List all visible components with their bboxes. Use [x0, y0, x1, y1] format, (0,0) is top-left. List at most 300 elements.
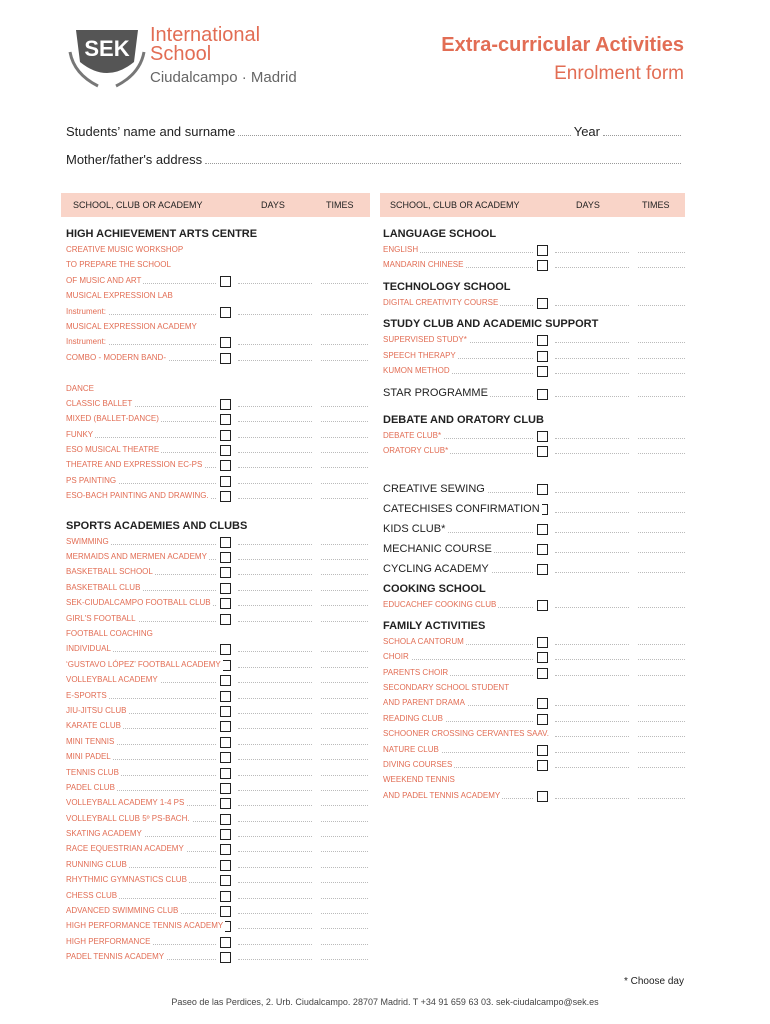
list-item: [383, 443, 685, 458]
activity-checkbox[interactable]: [220, 783, 231, 794]
times-field[interactable]: [321, 344, 368, 345]
right-column-header: [380, 193, 685, 217]
days-field[interactable]: [238, 559, 312, 560]
activity-label: MINI PADEL: [66, 749, 113, 764]
days-field[interactable]: [555, 438, 629, 439]
school-name-line2: School: [150, 43, 212, 65]
times-field[interactable]: [321, 574, 368, 575]
activity-checkbox[interactable]: [220, 952, 231, 963]
list-item: [383, 788, 685, 803]
days-field[interactable]: [238, 421, 312, 422]
list-item: [383, 772, 685, 787]
days-field[interactable]: [555, 512, 629, 513]
section-sports-title: SPORTS ACADEMIES AND CLUBS: [66, 519, 248, 532]
activity-checkbox[interactable]: [220, 752, 231, 763]
days-field[interactable]: [555, 453, 629, 454]
activity-checkbox[interactable]: [220, 337, 231, 348]
study-list: [383, 332, 685, 378]
days-field[interactable]: [555, 532, 629, 533]
list-item: [66, 734, 368, 749]
list-item: [383, 428, 685, 443]
times-field[interactable]: [638, 373, 685, 374]
list-item: [383, 742, 685, 757]
header-school: SCHOOL, CLUB OR ACADEMY: [73, 200, 203, 210]
times-field[interactable]: [321, 944, 368, 945]
days-field[interactable]: [238, 574, 312, 575]
list-item: [66, 534, 368, 549]
activity-label: PADEL CLUB: [66, 780, 117, 795]
activity-checkbox[interactable]: [220, 814, 231, 825]
days-field[interactable]: [238, 483, 312, 484]
times-field[interactable]: [321, 928, 368, 929]
activity-checkbox[interactable]: [220, 891, 231, 902]
times-field[interactable]: [321, 406, 368, 407]
days-field[interactable]: [238, 928, 312, 929]
times-field[interactable]: [321, 682, 368, 683]
days-field[interactable]: [555, 675, 629, 676]
activity-label: SPEECH THERAPY: [383, 348, 458, 363]
times-field[interactable]: [321, 651, 368, 652]
list-item: [383, 479, 685, 499]
times-field[interactable]: [638, 644, 685, 645]
list-item: [66, 304, 368, 319]
activity-checkbox[interactable]: [220, 844, 231, 855]
activity-label: TO PREPARE THE SCHOOL: [66, 257, 173, 272]
left-activities-column: [66, 226, 368, 965]
activity-label: VOLLEYBALL ACADEMY: [66, 672, 160, 687]
activity-checkbox[interactable]: [220, 399, 231, 410]
activity-checkbox[interactable]: [220, 353, 231, 364]
activity-checkbox[interactable]: [220, 721, 231, 732]
days-field[interactable]: [238, 913, 312, 914]
activity-label: MUSICAL EXPRESSION ACADEMY: [66, 319, 199, 334]
section-debate-title: DEBATE AND ORATORY CLUB: [383, 413, 544, 426]
activity-label: RACE EQUESTRIAN ACADEMY: [66, 841, 186, 856]
activity-checkbox[interactable]: [220, 860, 231, 871]
school-name-line1: International: [150, 24, 261, 46]
activity-label: TENNIS CLUB: [66, 765, 121, 780]
header-days: DAYS: [261, 200, 285, 210]
star-programme-label: STAR PROGRAMME: [383, 386, 490, 401]
days-field[interactable]: [238, 605, 312, 606]
days-field[interactable]: [555, 659, 629, 660]
activity-label: SWIMMING: [66, 534, 111, 549]
days-field[interactable]: [555, 267, 629, 268]
days-field[interactable]: [238, 498, 312, 499]
days-field[interactable]: [238, 713, 312, 714]
times-field[interactable]: [321, 867, 368, 868]
activity-checkbox[interactable]: [220, 691, 231, 702]
activity-label: SECONDARY SCHOOL STUDENT: [383, 680, 511, 695]
times-field[interactable]: [321, 898, 368, 899]
list-item: [66, 857, 368, 872]
activity-label: SCHOLA CANTORUM: [383, 634, 466, 649]
list-item: [66, 564, 368, 579]
days-field[interactable]: [555, 721, 629, 722]
times-field[interactable]: [321, 483, 368, 484]
student-name-field[interactable]: [238, 125, 570, 136]
activity-label: DIVING COURSES: [383, 757, 454, 772]
activity-checkbox[interactable]: [220, 598, 231, 609]
times-field[interactable]: [321, 821, 368, 822]
times-field[interactable]: [638, 552, 685, 553]
days-field[interactable]: [238, 744, 312, 745]
activity-checkbox[interactable]: [537, 637, 548, 648]
student-name-label: Students’ name and surname: [66, 124, 236, 139]
list-item: [383, 711, 685, 726]
list-item: [66, 580, 368, 595]
activity-checkbox[interactable]: [220, 768, 231, 779]
times-field[interactable]: [321, 851, 368, 852]
activity-label: SUPERVISED STUDY*: [383, 332, 469, 347]
days-field[interactable]: [238, 698, 312, 699]
days-field[interactable]: [555, 752, 629, 753]
activity-checkbox[interactable]: [537, 600, 548, 611]
times-field[interactable]: [321, 605, 368, 606]
days-field[interactable]: [238, 590, 312, 591]
list-item: [66, 242, 368, 257]
days-field[interactable]: [238, 867, 312, 868]
list-item: [66, 411, 368, 426]
times-field[interactable]: [638, 736, 685, 737]
days-field[interactable]: [238, 821, 312, 822]
days-field[interactable]: [238, 959, 312, 960]
times-field[interactable]: [321, 544, 368, 545]
activity-checkbox[interactable]: [220, 798, 231, 809]
activity-label: SEK-CIUDALCAMPO FOOTBALL CLUB: [66, 595, 213, 610]
list-item: [66, 703, 368, 718]
times-field[interactable]: [321, 498, 368, 499]
footer-address: Paseo de las Perdices, 2. Urb. Ciudalcampo. 28707 Madrid. T +34 91 659 63 03. sek-ciudalcampo@sek.es: [171, 997, 599, 1007]
list-item: [383, 257, 685, 272]
list-item: [66, 795, 368, 810]
list-item: [383, 363, 685, 378]
times-field[interactable]: [321, 667, 368, 668]
times-field[interactable]: [638, 252, 685, 253]
activity-label: PS PAINTING: [66, 473, 118, 488]
student-name-row: [66, 124, 684, 139]
days-field[interactable]: [238, 467, 312, 468]
list-item: [66, 672, 368, 687]
times-field[interactable]: [321, 360, 368, 361]
left-column-header: [61, 193, 370, 217]
year-field[interactable]: [603, 125, 681, 136]
activity-checkbox[interactable]: [220, 307, 231, 318]
activity-label: JIU-JITSU CLUB: [66, 703, 128, 718]
activity-checkbox[interactable]: [537, 714, 548, 725]
header-school: SCHOOL, CLUB OR ACADEMY: [390, 200, 520, 210]
activity-checkbox[interactable]: [537, 484, 548, 495]
activity-label: ORATORY CLUB*: [383, 443, 450, 458]
activity-label: MUSICAL EXPRESSION LAB: [66, 288, 175, 303]
activity-checkbox[interactable]: [220, 644, 231, 655]
activity-checkbox[interactable]: [220, 430, 231, 441]
list-item: [383, 519, 685, 539]
activity-checkbox[interactable]: [220, 552, 231, 563]
list-item: [66, 549, 368, 564]
activity-checkbox[interactable]: [537, 260, 548, 271]
footnote: * Choose day: [623, 976, 684, 987]
days-field[interactable]: [238, 344, 312, 345]
times-field[interactable]: [321, 744, 368, 745]
activity-checkbox[interactable]: [220, 445, 231, 456]
activity-label: MINI TENNIS: [66, 734, 116, 749]
list-item: [66, 396, 368, 411]
activity-label: SCHOONER CROSSING CERVANTES SAAV.: [383, 726, 551, 741]
days-field[interactable]: [238, 452, 312, 453]
right-activities-column: [383, 226, 685, 803]
days-field[interactable]: [555, 305, 629, 306]
list-item: [383, 348, 685, 363]
times-field[interactable]: [321, 728, 368, 729]
year-label: Year: [573, 124, 600, 139]
days-field[interactable]: [238, 406, 312, 407]
activity-label: FUNKY: [66, 427, 95, 442]
activity-label: MERMAIDS AND MERMEN ACADEMY: [66, 549, 209, 564]
days-field[interactable]: [238, 314, 312, 315]
list-item: [66, 350, 368, 365]
activity-label: HIGH PERFORMANCE TENNIS ACADEMY: [66, 918, 225, 933]
list-item: [383, 386, 685, 401]
list-item: [383, 539, 685, 559]
activity-label: Instrument:: [66, 334, 108, 349]
activity-label: DEBATE CLUB*: [383, 428, 443, 443]
list-item: [383, 634, 685, 649]
days-field[interactable]: [555, 396, 629, 397]
days-field[interactable]: [238, 667, 312, 668]
days-field[interactable]: [555, 373, 629, 374]
debate-list: [383, 428, 685, 459]
days-field[interactable]: [555, 644, 629, 645]
days-field[interactable]: [238, 651, 312, 652]
days-field[interactable]: [555, 798, 629, 799]
activity-checkbox[interactable]: [220, 675, 231, 686]
times-field[interactable]: [321, 559, 368, 560]
days-field[interactable]: [238, 621, 312, 622]
times-field[interactable]: [638, 752, 685, 753]
activity-label: DIGITAL CREATIVITY COURSE: [383, 295, 500, 310]
activity-label: ESO MUSICAL THEATRE: [66, 442, 161, 457]
days-field[interactable]: [238, 682, 312, 683]
activity-checkbox[interactable]: [220, 737, 231, 748]
times-field[interactable]: [321, 437, 368, 438]
activity-checkbox[interactable]: [220, 460, 231, 471]
days-field[interactable]: [555, 607, 629, 608]
activity-checkbox[interactable]: [537, 698, 548, 709]
times-field[interactable]: [638, 358, 685, 359]
activity-label: INDIVIDUAL: [66, 641, 113, 656]
times-field[interactable]: [321, 698, 368, 699]
activity-checkbox[interactable]: [537, 544, 548, 555]
activity-checkbox[interactable]: [537, 564, 548, 575]
times-field[interactable]: [638, 572, 685, 573]
days-field[interactable]: [238, 544, 312, 545]
activity-checkbox[interactable]: [537, 446, 548, 457]
activity-checkbox[interactable]: [220, 567, 231, 578]
list-item: [66, 488, 368, 503]
times-field[interactable]: [321, 805, 368, 806]
activity-label: MECHANIC COURSE: [383, 539, 494, 559]
activity-label: AND PADEL TENNIS ACADEMY: [383, 788, 502, 803]
activity-checkbox[interactable]: [220, 414, 231, 425]
days-field[interactable]: [238, 790, 312, 791]
activity-checkbox[interactable]: [220, 937, 231, 948]
activity-checkbox[interactable]: [220, 583, 231, 594]
times-field[interactable]: [321, 959, 368, 960]
times-field[interactable]: [638, 767, 685, 768]
days-field[interactable]: [555, 705, 629, 706]
list-item: [383, 665, 685, 680]
days-field[interactable]: [555, 736, 629, 737]
times-field[interactable]: [638, 659, 685, 660]
activity-label: OF MUSIC AND ART: [66, 273, 143, 288]
days-field[interactable]: [238, 437, 312, 438]
list-item: [66, 288, 368, 303]
activity-label: COMBO - MODERN BAND-: [66, 350, 168, 365]
activity-checkbox[interactable]: [220, 537, 231, 548]
days-field[interactable]: [555, 767, 629, 768]
times-field[interactable]: [321, 759, 368, 760]
times-field[interactable]: [321, 314, 368, 315]
activity-label: DANCE: [66, 381, 96, 396]
times-field[interactable]: [321, 790, 368, 791]
times-field[interactable]: [638, 438, 685, 439]
list-item: [66, 427, 368, 442]
days-field[interactable]: [555, 252, 629, 253]
times-field[interactable]: [321, 621, 368, 622]
days-field[interactable]: [555, 552, 629, 553]
days-field[interactable]: [238, 775, 312, 776]
list-item: [66, 457, 368, 472]
times-field[interactable]: [321, 452, 368, 453]
days-field[interactable]: [555, 492, 629, 493]
activity-checkbox[interactable]: [537, 245, 548, 256]
list-item: [66, 319, 368, 334]
times-field[interactable]: [638, 396, 685, 397]
laurel-shield-icon: [64, 22, 150, 92]
activity-checkbox[interactable]: [537, 760, 548, 771]
activity-checkbox[interactable]: [537, 431, 548, 442]
title-line2: Enrolment form: [554, 63, 684, 84]
activity-checkbox[interactable]: [220, 491, 231, 502]
times-field[interactable]: [638, 305, 685, 306]
times-field[interactable]: [638, 721, 685, 722]
times-field[interactable]: [638, 532, 685, 533]
times-field[interactable]: [321, 590, 368, 591]
activity-checkbox[interactable]: [537, 524, 548, 535]
days-field[interactable]: [555, 572, 629, 573]
activity-label: PARENTS CHOIR: [383, 665, 450, 680]
activity-checkbox[interactable]: [220, 476, 231, 487]
times-field[interactable]: [321, 836, 368, 837]
times-field[interactable]: [321, 713, 368, 714]
list-item: [66, 918, 368, 933]
activity-checkbox[interactable]: [537, 298, 548, 309]
list-item: [66, 381, 368, 396]
activity-checkbox[interactable]: [220, 875, 231, 886]
activity-label: BASKETBALL CLUB: [66, 580, 142, 595]
list-item: [66, 841, 368, 856]
days-field[interactable]: [238, 836, 312, 837]
star-programme-checkbox[interactable]: [537, 389, 548, 400]
days-field[interactable]: [555, 358, 629, 359]
times-field[interactable]: [638, 512, 685, 513]
logo-text: SEK: [84, 36, 130, 61]
address-label: Mother/father's address: [66, 152, 203, 167]
days-field[interactable]: [238, 360, 312, 361]
days-field[interactable]: [238, 944, 312, 945]
activity-label: ‘GUSTAVO LÓPEZ’ FOOTBALL ACADEMY: [66, 657, 223, 672]
activity-checkbox[interactable]: [220, 906, 231, 917]
address-field[interactable]: [205, 153, 681, 164]
times-field[interactable]: [638, 607, 685, 608]
times-field[interactable]: [638, 705, 685, 706]
times-field[interactable]: [321, 913, 368, 914]
times-field[interactable]: [321, 467, 368, 468]
activity-checkbox[interactable]: [220, 614, 231, 625]
days-field[interactable]: [238, 851, 312, 852]
activity-checkbox[interactable]: [537, 745, 548, 756]
days-field[interactable]: [238, 728, 312, 729]
activity-checkbox[interactable]: [220, 706, 231, 717]
activity-checkbox[interactable]: [537, 351, 548, 362]
days-field[interactable]: [238, 283, 312, 284]
activity-label: VOLLEYBALL ACADEMY 1-4 PS: [66, 795, 186, 810]
activity-checkbox[interactable]: [537, 791, 548, 802]
days-field[interactable]: [238, 882, 312, 883]
times-field[interactable]: [638, 675, 685, 676]
days-field[interactable]: [238, 898, 312, 899]
family-list: [383, 634, 685, 803]
times-field[interactable]: [638, 492, 685, 493]
times-field[interactable]: [321, 283, 368, 284]
activity-label: KUMON METHOD: [383, 363, 452, 378]
list-item: [66, 826, 368, 841]
activity-checkbox[interactable]: [537, 335, 548, 346]
cooking-list: [383, 597, 685, 612]
activity-label: VOLLEYBALL CLUB 5º PS-BACH.: [66, 811, 192, 826]
times-field[interactable]: [321, 421, 368, 422]
times-field[interactable]: [321, 775, 368, 776]
activity-label: RHYTHMIC GYMNASTICS CLUB: [66, 872, 189, 887]
sports-list: [66, 534, 368, 965]
list-item: [66, 365, 368, 380]
section-language-title: LANGUAGE SCHOOL: [383, 228, 497, 240]
list-item: [66, 765, 368, 780]
activity-checkbox[interactable]: [537, 652, 548, 663]
activity-label: KIDS CLUB*: [383, 519, 447, 539]
activity-checkbox[interactable]: [537, 366, 548, 377]
activity-checkbox[interactable]: [537, 668, 548, 679]
days-field[interactable]: [238, 805, 312, 806]
activity-label: E-SPORTS: [66, 688, 109, 703]
activity-label: AND PARENT DRAMA: [383, 695, 467, 710]
times-field[interactable]: [638, 267, 685, 268]
list-item: [66, 811, 368, 826]
activity-checkbox[interactable]: [220, 276, 231, 287]
list-item: [383, 680, 685, 695]
times-field[interactable]: [638, 798, 685, 799]
times-field[interactable]: [321, 882, 368, 883]
times-field[interactable]: [638, 342, 685, 343]
days-field[interactable]: [238, 759, 312, 760]
list-item: [383, 649, 685, 664]
times-field[interactable]: [638, 453, 685, 454]
activity-checkbox[interactable]: [220, 829, 231, 840]
list-item: [66, 442, 368, 457]
activity-label: CATECHISES CONFIRMATION: [383, 499, 542, 519]
days-field[interactable]: [555, 342, 629, 343]
